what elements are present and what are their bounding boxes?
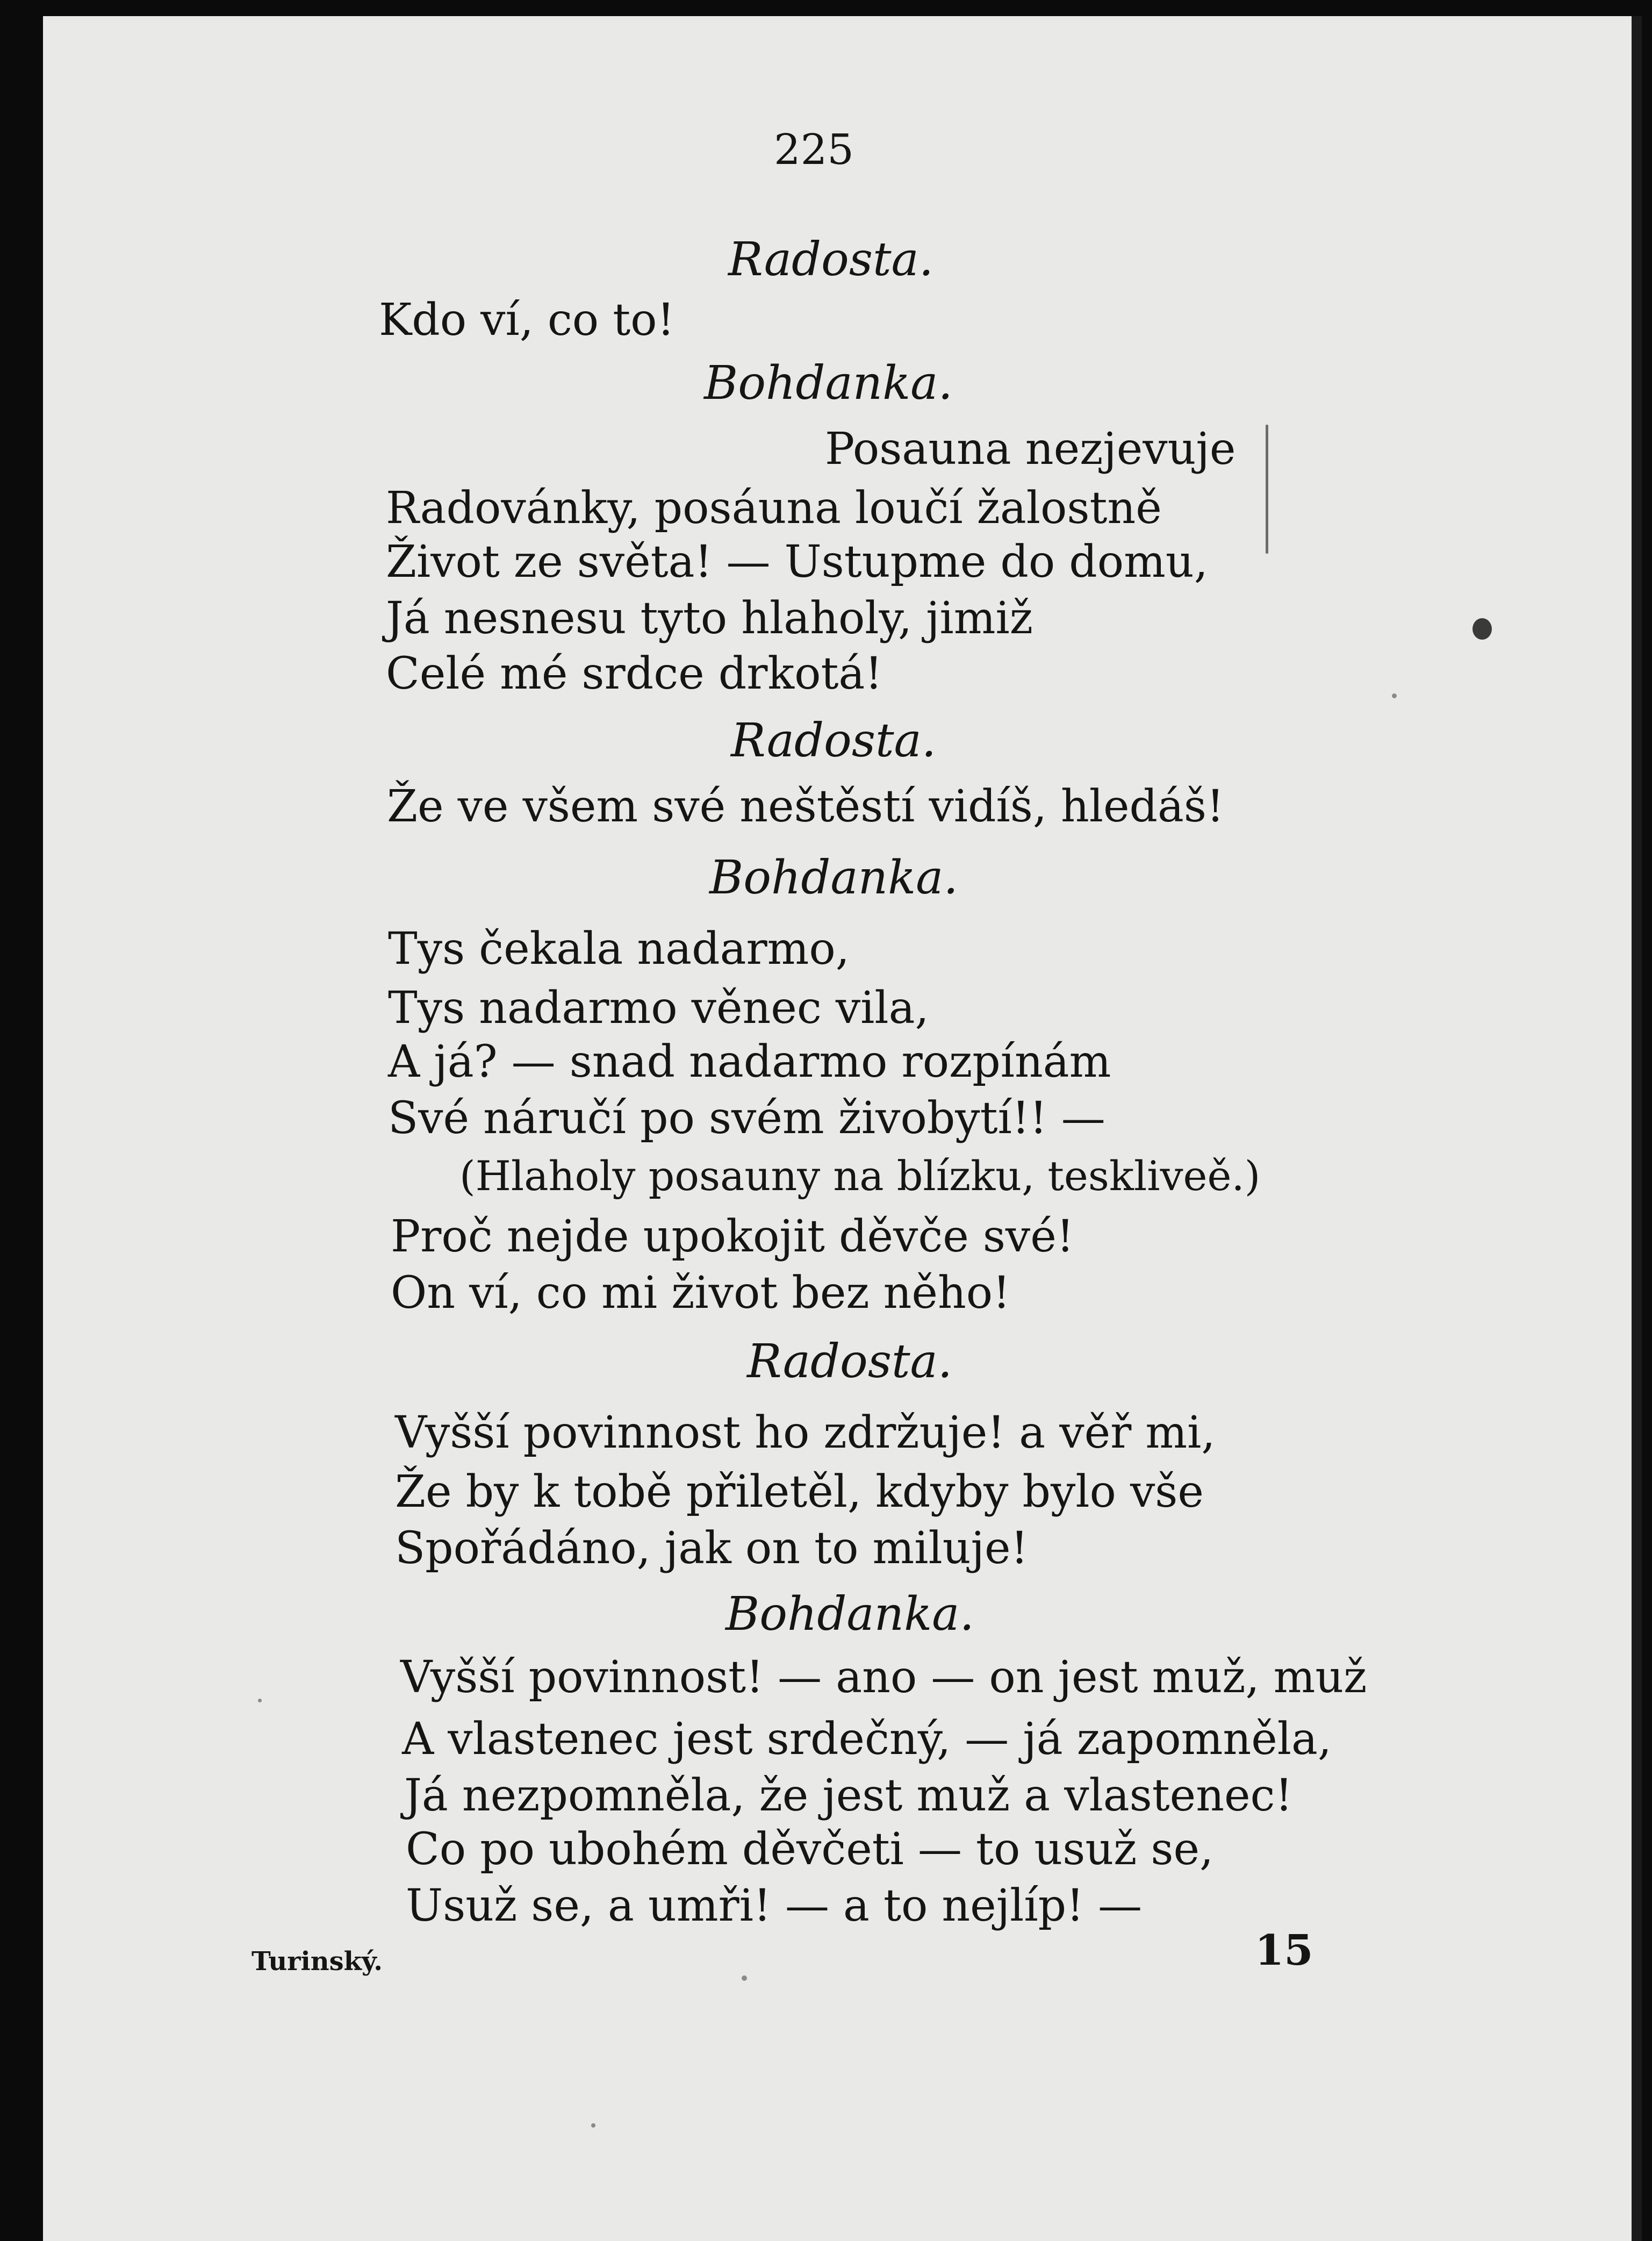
verse-line: Usuž se, a umři! — a to nejlíp! — — [406, 1880, 1143, 1931]
verse-line: Já nezpomněla, že jest muž a vlastenec! — [404, 1770, 1293, 1821]
speaker-bohdanka: Bohdanka. — [704, 356, 953, 410]
page-number: 225 — [774, 126, 854, 174]
verse-line: Já nesnesu tyto hlaholy, jimiž — [386, 593, 1033, 644]
ink-blot — [1473, 618, 1492, 640]
verse-line: Vyšší povinnost! — ano — on jest muž, muž — [400, 1652, 1367, 1703]
verse-line: On ví, co mi život bez něho! — [391, 1268, 1011, 1319]
verse-line: Posauna nezjevuje — [825, 424, 1236, 475]
dust-speck — [258, 1699, 262, 1702]
verse-line: Že by k tobě přiletěl, kdyby bylo vše — [395, 1466, 1204, 1517]
verse-line: A já? — snad nadarmo rozpínám — [388, 1036, 1111, 1087]
speaker-radosta: Radosta. — [731, 714, 937, 768]
dust-speck — [591, 2123, 595, 2128]
verse-line: Že ve všem své neštěstí vidíš, hledáš! — [387, 781, 1224, 832]
speaker-radosta: Radosta. — [728, 233, 934, 287]
verse-line: Tys nadarmo věnec vila, — [388, 983, 929, 1034]
dust-speck — [1392, 693, 1397, 698]
dust-speck — [742, 1975, 747, 1981]
verse-line: Kdo ví, co to! — [379, 295, 675, 346]
verse-line: Tys čekala nadarmo, — [388, 923, 850, 975]
verse-line: Radovánky, posáuna loučí žalostně — [386, 483, 1162, 534]
verse-line: Proč nejde upokojit děvče své! — [391, 1211, 1074, 1262]
verse-line: Život ze světa! — Ustupme do domu, — [386, 536, 1208, 588]
verse-line: Spořádáno, jak on to miluje! — [395, 1523, 1029, 1574]
verse-line: Celé mé srdce drkotá! — [386, 648, 883, 699]
verse-line: Své náručí po svém živobytí!! — — [388, 1093, 1105, 1144]
scan-left-border — [0, 0, 43, 2241]
stage-direction: (Hlaholy posauny na blízku, teskliveě.) — [459, 1152, 1261, 1200]
verse-line: Co po ubohém děvčeti — to usuž se, — [406, 1824, 1214, 1875]
scratch-mark — [1266, 425, 1268, 554]
scan-right-border — [1632, 16, 1642, 2241]
printer-signature: Turinský. — [252, 1946, 383, 1977]
sheet-number: 15 — [1255, 1926, 1313, 1975]
speaker-radosta: Radosta. — [747, 1335, 953, 1388]
verse-line: A vlastenec jest srdečný, — já zapomněla, — [402, 1714, 1332, 1765]
speaker-bohdanka: Bohdanka. — [726, 1587, 974, 1641]
speaker-bohdanka: Bohdanka. — [709, 851, 958, 905]
verse-line: Vyšší povinnost ho zdržuje! a věř mi, — [395, 1407, 1216, 1458]
